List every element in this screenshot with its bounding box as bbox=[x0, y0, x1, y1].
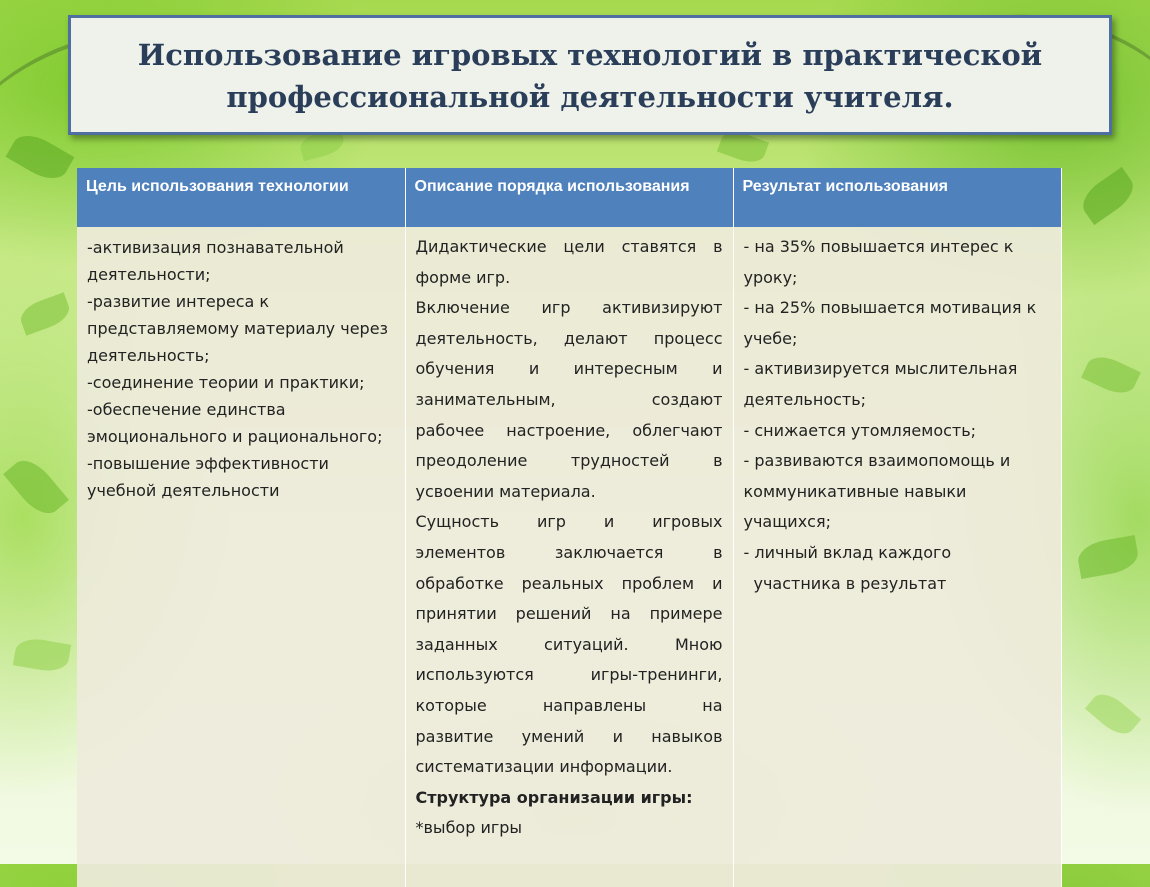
goal-cell bbox=[77, 227, 405, 887]
goal-item: -развитие интереса к представляемому материалу через деятельность; bbox=[87, 292, 389, 365]
goal-item: -повышение эффективности учебной деятельности bbox=[87, 454, 329, 500]
description-line: элементов заключается в bbox=[415, 542, 723, 562]
goal-item: -соединение теории и практики; bbox=[87, 373, 365, 392]
header-goal: Цель использования технологии bbox=[77, 168, 405, 227]
table-row bbox=[77, 227, 1061, 887]
table-header-row bbox=[77, 168, 1061, 227]
description-line: заданных ситуаций. Мною bbox=[415, 634, 723, 654]
result-item: - на 25% повышается мотивация к учебе; bbox=[743, 298, 1037, 348]
slide-title: Использование игровых технологий в практической профессиональной деятельности учителя. bbox=[137, 37, 1043, 114]
result-item: - активизируется мыслительная деятельность; bbox=[743, 359, 1018, 409]
result-item: - на 35% повышается интерес к уроку; bbox=[743, 237, 1014, 287]
description-line: усвоении материала. bbox=[415, 481, 596, 501]
description-line: занимательным, создают bbox=[415, 389, 723, 409]
description-line: Дидактические цели ставятся в bbox=[415, 237, 723, 256]
description-cell bbox=[405, 227, 733, 887]
description-line: принятии решений на примере bbox=[415, 604, 723, 624]
header-description: Описание порядка использования bbox=[405, 168, 733, 227]
description-line: рабочее настроение, облегчают bbox=[415, 420, 723, 440]
description-line: *выбор игры bbox=[415, 818, 523, 838]
description-line: обучения и интересным и bbox=[415, 359, 723, 379]
description-line: обработке реальных проблем и bbox=[415, 573, 723, 593]
result-item: - снижается утомляемость; bbox=[743, 420, 977, 440]
description-line: форме игр. bbox=[415, 267, 511, 287]
description-line: Включение игр активизируют bbox=[415, 298, 723, 318]
goal-item: -обеспечение единства эмоционального и рационального; bbox=[87, 400, 383, 446]
result-item: - развиваются взаимопомощь и коммуникативные навыки учащихся; bbox=[743, 451, 1011, 532]
title-box bbox=[68, 15, 1112, 135]
structure-heading: Структура организации игры: bbox=[415, 787, 693, 807]
result-item: участника в результат bbox=[753, 573, 947, 593]
header-result: Результат использования bbox=[733, 168, 1061, 227]
result-cell bbox=[733, 227, 1061, 887]
description-line: используются игры-тренинги, bbox=[415, 665, 723, 685]
description-line: развитие умений и навыков bbox=[415, 726, 723, 746]
description-line: преодоление трудностей в bbox=[415, 451, 723, 471]
description-line: Сущность игр и игровых bbox=[415, 512, 723, 532]
goal-item: -активизация познавательной деятельности; bbox=[87, 238, 344, 284]
description-line: деятельность, делают процесс bbox=[415, 328, 723, 348]
result-item: - личный вклад каждого bbox=[743, 542, 952, 562]
description-line: которые направлены на bbox=[415, 695, 723, 715]
description-line: систематизации информации. bbox=[415, 757, 673, 777]
content-table bbox=[77, 168, 1062, 887]
